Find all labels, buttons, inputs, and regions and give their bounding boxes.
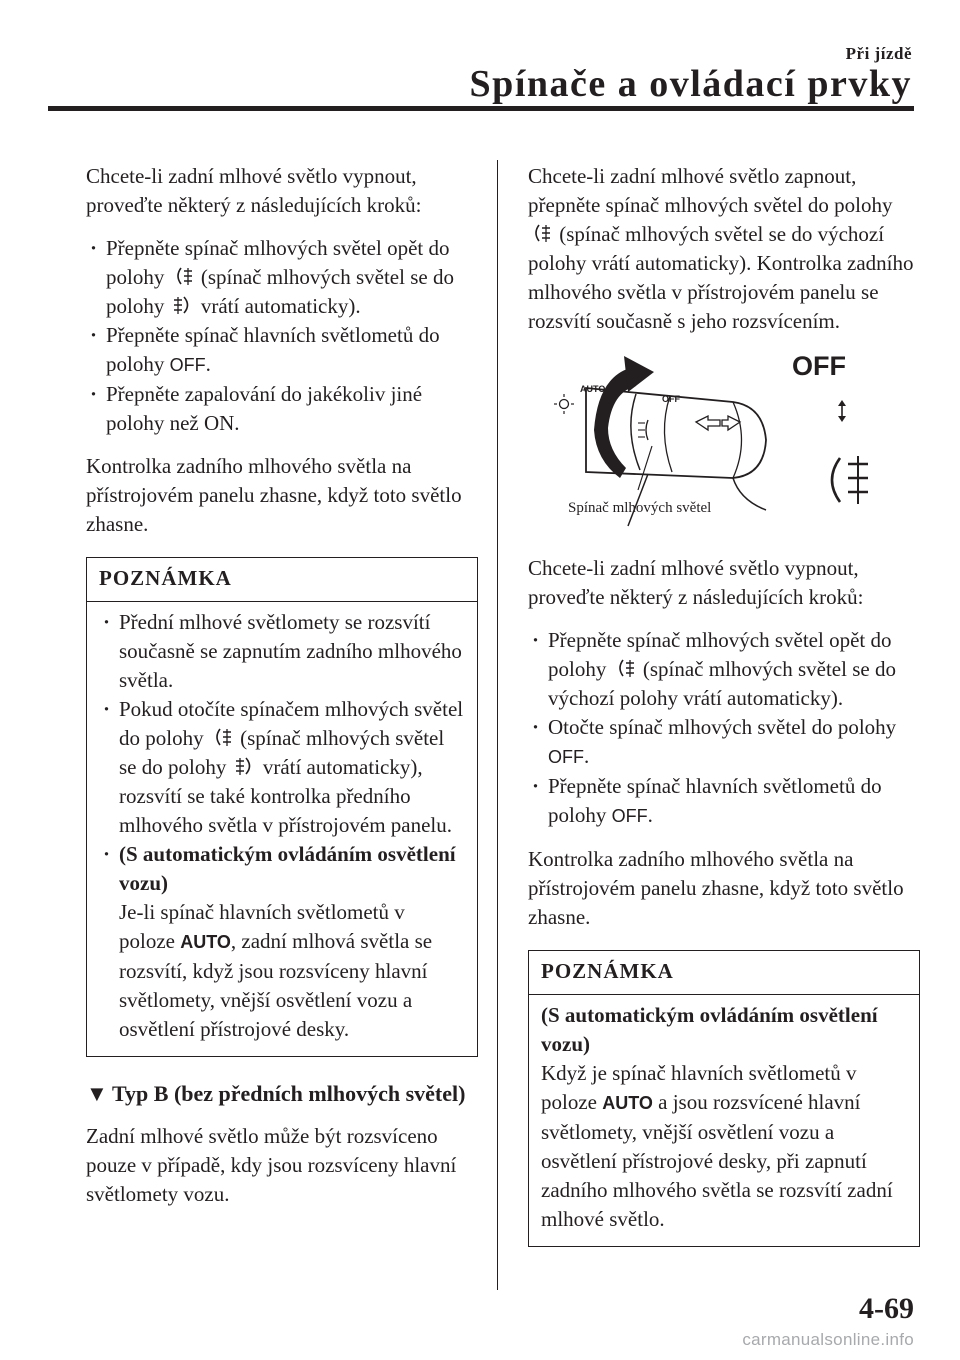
figure-caption: Spínač mlhových světel [568,500,712,516]
rear-fog-icon [530,222,552,244]
front-fog-icon [234,755,256,777]
note-text: , zadní mlhová světla se rozsvítí, když jsou rozsvíceny hlavní světlomety, vnější osvětlení vozu a osvětlení přístrojové desky. [119,929,433,1041]
right-off-intro: Chcete-li zadní mlhové světlo vypnout, proveďte některý z následujících kroků: [528,556,864,609]
list-item: · Přepněte spínač hlavních světlometů do polohy OFF. [528,772,920,831]
page-number: 4-69 [859,1292,914,1325]
step-text: Přepněte spínač mlhových světel opět do polohy [548,628,892,681]
figure-off-label: OFF [792,351,846,381]
header-section: Při jízdě [845,44,912,63]
note-text: a jsou rozsvícené hlavní světlomety, vnější osvětlení vozu a osvětlení přístrojové desky, při zapnutí zadního mlhového světla se rozsvítí zadní mlhové světlo. [541,1090,893,1231]
rear-fog-icon [172,265,194,287]
front-fog-icon [172,294,194,316]
type-b-text: Zadní mlhové světlo může být rozsvíceno pouze v případě, kdy jsou rozsvíceny hlavní světlomety vozu. [86,1124,457,1206]
note-box [528,950,920,1247]
stalk-auto-text: AUTO [580,384,606,394]
right-after: Kontrolka zadního mlhového světla na přístrojovém panelu zhasne, když toto světlo zhasne. [528,847,904,929]
on-text: Chcete-li zadní mlhové světlo zapnout, přepněte spínač mlhových světel do polohy [528,164,893,217]
type-b-heading-text: Typ B (bez předních mlhových světel) [112,1081,466,1106]
note-box [86,557,478,1057]
note-subhead: (S automatickým ovládáním osvětlení vozu) [119,842,456,895]
list-item: · Přední mlhové světlomety se rozsvítí současně se zapnutím zadního mlhového světla. [99,608,465,695]
note-text: (spínač mlhových světel se do polohy [119,726,445,779]
note-text: Je-li spínač hlavních světlometů v poloze [119,900,405,953]
auto-label: AUTO [180,932,231,952]
page-title: Spínače a ovládací prvky [469,63,912,105]
list-item [86,234,478,321]
step-text: (spínač mlhových světel se do polohy [106,265,454,318]
step-text: Otočte spínač mlhových světel do polohy [548,715,897,739]
list-item [99,695,465,840]
step-text: Přepněte spínač mlhových světel opět do polohy [106,236,450,289]
list-item [528,626,920,713]
right-on-paragraph [528,162,920,336]
step-text: Přepněte spínač hlavních světlometů do polohy [548,774,882,827]
step-text: (spínač mlhových světel se do výchozí polohy vrátí automaticky). [548,657,896,710]
fog-switch-figure [528,350,920,540]
stalk-off-text: OFF [662,394,680,404]
step-text: Přepněte spínač hlavních světlometů do polohy [106,323,440,376]
off-label: OFF [548,747,584,767]
left-intro: Chcete-li zadní mlhové světlo vypnout, proveďte některý z následujících kroků: [86,164,422,217]
rear-fog-icon [614,657,636,679]
on-text: (spínač mlhových světel se do výchozí polohy vrátí automaticky). Kontrolka zadního mlhového světla v přístrojovém panelu se rozsvítí současně s jeho rozsvícením. [528,222,914,333]
note-text: vrátí automaticky), rozsvítí se také kontrolka předního mlhového světla v přístrojovém panelu. [119,755,453,837]
off-label: OFF [611,806,648,826]
note-subhead: (S automatickým ovládáním osvětlení vozu) [541,1003,878,1056]
note-text: Pokud otočíte spínačem mlhových světel do polohy [119,697,464,750]
column-divider [497,160,498,1290]
rear-fog-icon [211,726,233,748]
list-item: · Otočte spínač mlhových světel do polohy OFF. [528,713,920,772]
left-off-steps [86,234,478,438]
list-item: · Přepněte spínač hlavních světlometů do polohy OFF. [86,321,478,380]
note-title: POZNÁMKA [529,951,919,995]
note-text: Když je spínač hlavních světlometů v poloze [541,1061,857,1114]
header-rule [48,106,914,111]
note-title: POZNÁMKA [87,558,477,602]
note-body [529,995,919,1246]
list-item: · Přepněte zapalování do jakékoliv jiné polohy než ON. [86,380,478,438]
list-item [99,840,465,1044]
off-label: OFF [169,355,206,375]
step-text: vrátí automaticky). [200,294,361,318]
auto-label: AUTO [602,1093,653,1113]
note-body [87,602,477,1056]
right-column [528,162,920,1269]
left-column [86,162,478,1223]
watermark: carmanualsonline.info [742,1330,914,1349]
left-after: Kontrolka zadního mlhového světla na přístrojovém panelu zhasne, když toto světlo zhasne. [86,454,462,536]
right-off-steps [528,626,920,831]
triangle-marker-icon: ▼ [86,1081,108,1106]
type-b-heading [86,1079,478,1108]
